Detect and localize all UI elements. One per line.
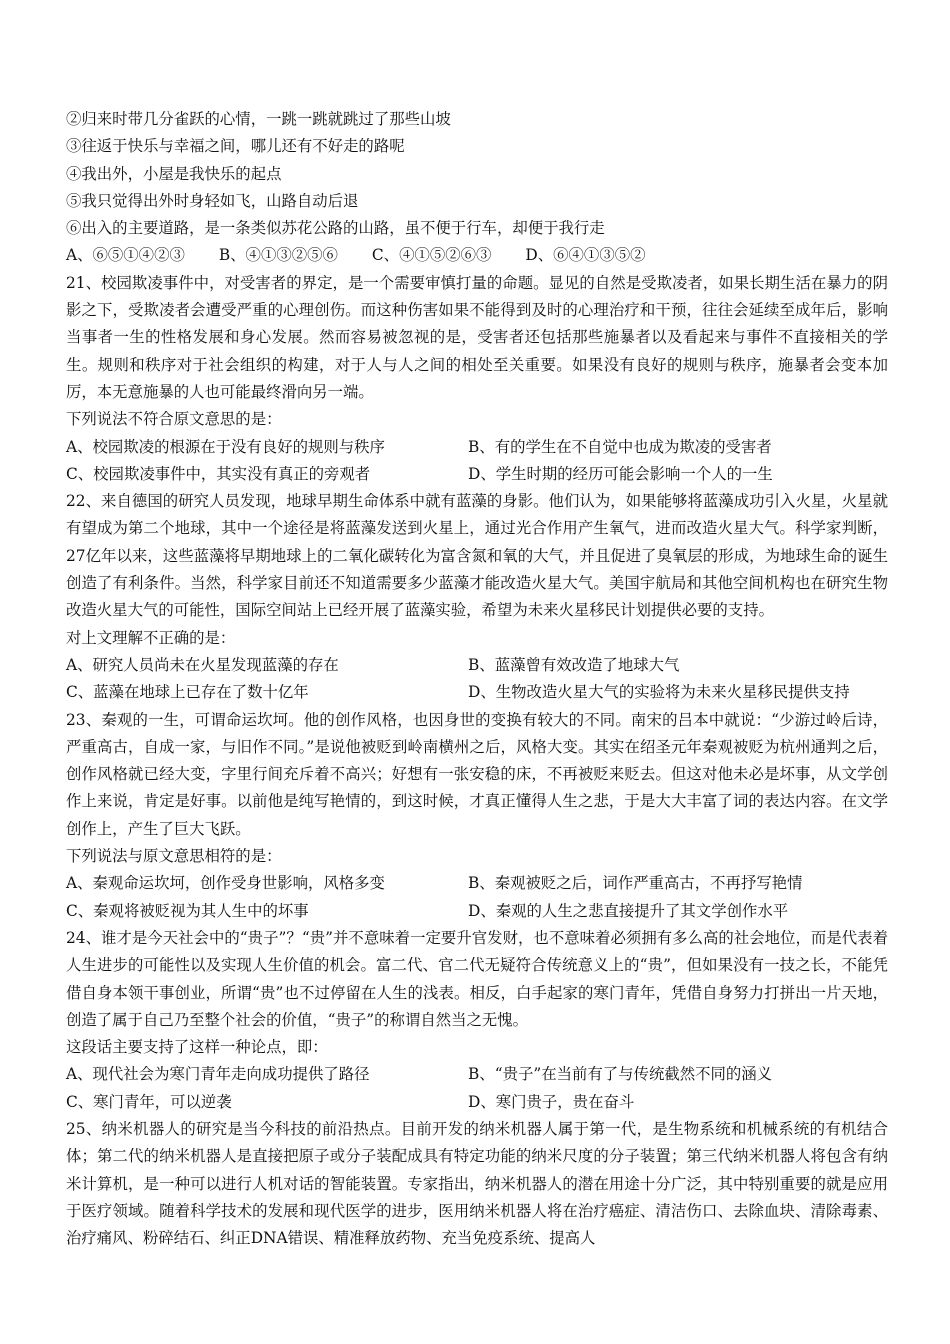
q20-options (66, 242, 888, 269)
q24-options-row (66, 1089, 888, 1116)
q25-passage: 25、纳米机器人的研究是当今科技的前沿热点。目前开发的纳米机器人属于第一代，是生物系统和机械系统的有机结合体；第二代的纳米机器人是直接把原子或分子装配成具有特定功能的纳米尺度的分子装置；第三代纳米机器人将包含有纳米计算机，是一种可以进行人机对话的智能装置。专家指出，纳米机器人的潜在用途十分广泛，其中特别重要的就是应用于医疗领域。随着科学技术的发展和现代医学的进步，医用纳米机器人将在治疗癌症、清洁伤口、去除血块、清除毒素、治疗痛风、粉碎结石、纠正DNA错误、精准释放药物、充当免疫系统、提高人 (66, 1119, 888, 1248)
q20-option-b: B、④①③②⑤⑥ (218, 246, 338, 265)
q21-options-row (66, 461, 888, 488)
q20-item: ⑤我只觉得出外时身轻如飞，山路自动后退 (66, 191, 359, 210)
q21-option-b: B、有的学生在不自觉中也成为欺凌的受害者 (468, 437, 772, 456)
q22-options-row (66, 679, 888, 706)
q20-option-d: D、⑥④①③⑤② (525, 246, 646, 265)
q22-option-a: A、研究人员尚未在火星发现蓝藻的存在 (66, 655, 339, 674)
q24-option-a: A、现代社会为寒门青年走向成功提供了路径 (66, 1065, 370, 1084)
q22-option-c: C、蓝藻在地球上已存在了数十亿年 (66, 683, 309, 702)
q20-item: ③往返于快乐与幸福之间，哪儿还有不好走的路呢 (66, 137, 405, 156)
q24-option-b: B、“贵子”在当前有了与传统截然不同的涵义 (468, 1065, 773, 1084)
q23-option-d: D、秦观的人生之悲直接提升了其文学创作水平 (468, 901, 789, 920)
q21-option-d: D、学生时期的经历可能会影响一个人的一生 (468, 464, 773, 483)
q23-option-a: A、秦观命运坎坷，创作受身世影响，风格多变 (66, 874, 385, 893)
q22-options-row (66, 652, 888, 679)
q20-item: ②归来时带几分雀跃的心情，一跳一跳就跳过了那些山坡 (66, 110, 451, 128)
q21-options-row (66, 434, 888, 461)
q21-option-c: C、校园欺凌事件中，其实没有真正的旁观者 (66, 464, 371, 483)
q23-prompt: 下列说法与原文意思相符的是： (66, 847, 282, 866)
q21-passage: 21、校园欺凌事件中，对受害者的界定，是一个需要审慎打量的命题。显见的自然是受欺凌者，如果长期生活在暴力的阴影之下，受欺凌者会遭受严重的心理创伤。而这种伤害如果不能得到及时的心理治疗和干预，往往会延续至成年后，影响当事者一生的性格发展和身心发展。然而容易被忽视的是，受害者还包括那些施暴者以及看起来与事件不直接相关的学生。规则和秩序对于社会组织的构建，对于人与人之间的相处至关重要。如果没有良好的规则与秩序，施暴者会变本加厉，本无意施暴的人也可能最终滑向另一端。 (66, 273, 888, 401)
q23-option-c: C、秦观将被贬视为其人生中的坏事 (66, 901, 309, 920)
q21-prompt: 下列说法不符合原文意思的是： (66, 410, 282, 429)
q24-passage: 24、谁才是今天社会中的“贵子”？“贵”并不意味着一定要升官发财，也不意味着必须拥有多么高的社会地位，而是代表着人生进步的可能性以及实现人生价值的机会。富二代、官二代无疑符合传统意义上的“贵”，但如果没有一技之长，不能凭借自身本领干事创业，所谓“贵”也不过停留在人生的浅表。相反，白手起家的寒门青年，凭借自身努力打拼出一片天地，创造了属于自己乃至整个社会的价值，“贵子”的称谓自然当之无愧。 (66, 928, 888, 1029)
q20-option-a: A、⑥⑤①④②③ (66, 246, 185, 265)
q22-prompt: 对上文理解不正确的是： (66, 628, 236, 647)
q21-option-a: A、校园欺凌的根源在于没有良好的规则与秩序 (66, 437, 385, 456)
q20-items (66, 106, 888, 242)
q24-options-row (66, 1061, 888, 1088)
q24-option-c: C、寒门青年，可以逆袭 (66, 1092, 232, 1111)
exam-page (66, 106, 888, 1252)
q22-passage: 22、来自德国的研究人员发现，地球早期生命体系中就有蓝藻的身影。他们认为，如果能够将蓝藻成功引入火星，火星就有望成为第二个地球，其中一个途径是将蓝藻发送到火星上，通过光合作用产生氧气，进而改造火星大气。科学家判断，27亿年以来，这些蓝藻将早期地球上的二氧化碳转化为富含氮和氧的大气，并且促进了臭氧层的形成，为地球生命的诞生创造了有利条件。当然，科学家目前还不知道需要多少蓝藻才能改造火星大气。美国宇航局和其他空间机构也在研究生物改造火星大气的可能性，国际空间站上已经开展了蓝藻实验，希望为未来火星移民计划提供必要的支持。 (66, 492, 888, 620)
q22-option-b: B、蓝藻曾有效改造了地球大气 (468, 655, 680, 674)
q23-options-row (66, 870, 888, 897)
q24-prompt: 这段话主要支持了这样一种论点，即： (66, 1038, 328, 1057)
q23-option-b: B、秦观被贬之后，词作严重高古，不再抒写艳情 (468, 874, 803, 893)
q20-option-c: C、④①⑤②⑥③ (371, 246, 492, 265)
q20-item: ④我出外，小屋是我快乐的起点 (66, 164, 282, 183)
q22-option-d: D、生物改造火星大气的实验将为未来火星移民提供支持 (468, 683, 850, 702)
q23-options-row (66, 898, 888, 925)
q24-option-d: D、寒门贵子，贵在奋斗 (468, 1092, 635, 1111)
q20-item: ⑥出入的主要道路，是一条类似苏花公路的山路，虽不便于行车，却便于我行走 (66, 219, 605, 238)
q23-passage: 23、秦观的一生，可谓命运坎坷。他的创作风格，也因身世的变换有较大的不同。南宋的吕本中就说：“少游过岭后诗，严重高古，自成一家，与旧作不同。”是说他被贬到岭南横州之后，风格大变。其实在绍圣元年秦观被贬为杭州通判之后，创作风格就已经大变，字里行间充斥着不高兴；好想有一张安稳的床，不再被贬来贬去。但这对他未必是坏事，从文学创作上来说，肯定是好事。以前他是纯写艳情的，到这时候，才真正懂得人生之悲，于是大大丰富了词的表达内容。在文学创作上，产生了巨大飞跃。 (66, 710, 888, 838)
